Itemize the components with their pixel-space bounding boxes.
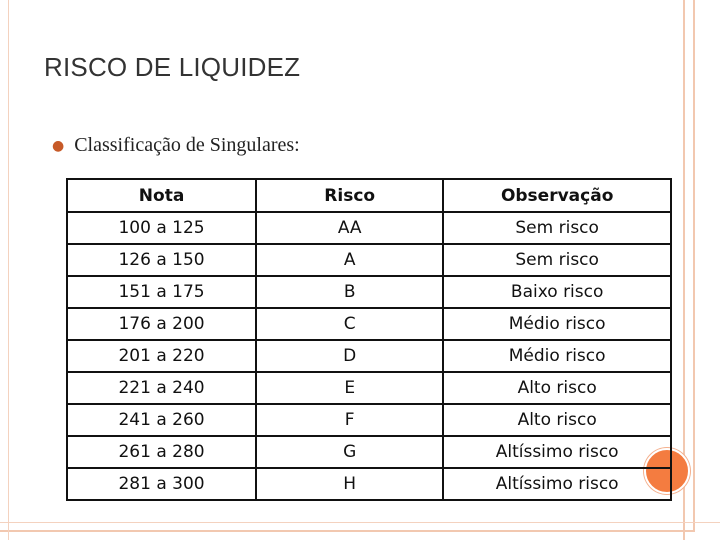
cell-risco: A [256,244,443,276]
slide-title: RISCO DE LIQUIDEZ [44,52,301,82]
cell-nota: 281 a 300 [67,468,256,500]
table-row [67,340,671,372]
cell-nota: 201 a 220 [67,340,256,372]
cell-risco: D [256,340,443,372]
cell-risco: F [256,404,443,436]
cell-observacao: Alto risco [443,404,671,436]
frame-bottom-line [0,522,720,523]
cell-nota: 176 a 200 [67,308,256,340]
cell-observacao: Alto risco [443,372,671,404]
cell-risco: E [256,372,443,404]
table-row [67,468,671,500]
cell-nota: 241 a 260 [67,404,256,436]
table-row [67,372,671,404]
cell-risco: H [256,468,443,500]
bullet-text: Classificação de Singulares: [74,134,300,156]
cell-nota: 100 a 125 [67,212,256,244]
cell-nota: 151 a 175 [67,276,256,308]
bullet-dot-icon: ● [52,137,65,154]
cell-observacao: Sem risco [443,212,671,244]
cell-observacao: Altíssimo risco [443,436,671,468]
cell-risco: G [256,436,443,468]
cell-observacao: Baixo risco [443,276,671,308]
header-observacao: Observação [443,179,671,212]
bullet-item [52,134,300,157]
table-row [67,244,671,276]
table-row [67,404,671,436]
table-row [67,308,671,340]
cell-observacao: Altíssimo risco [443,468,671,500]
cell-observacao: Sem risco [443,244,671,276]
classification-table [66,178,672,501]
cell-observacao: Médio risco [443,340,671,372]
table-row [67,212,671,244]
header-risco: Risco [256,179,443,212]
frame-left-line [8,0,9,540]
table-header-row [67,179,671,212]
table-row [67,436,671,468]
header-nota: Nota [67,179,256,212]
cell-observacao: Médio risco [443,308,671,340]
table-row [67,276,671,308]
cell-nota: 261 a 280 [67,436,256,468]
cell-risco: C [256,308,443,340]
cell-risco: AA [256,212,443,244]
cell-nota: 126 a 150 [67,244,256,276]
cell-risco: B [256,276,443,308]
cell-nota: 221 a 240 [67,372,256,404]
